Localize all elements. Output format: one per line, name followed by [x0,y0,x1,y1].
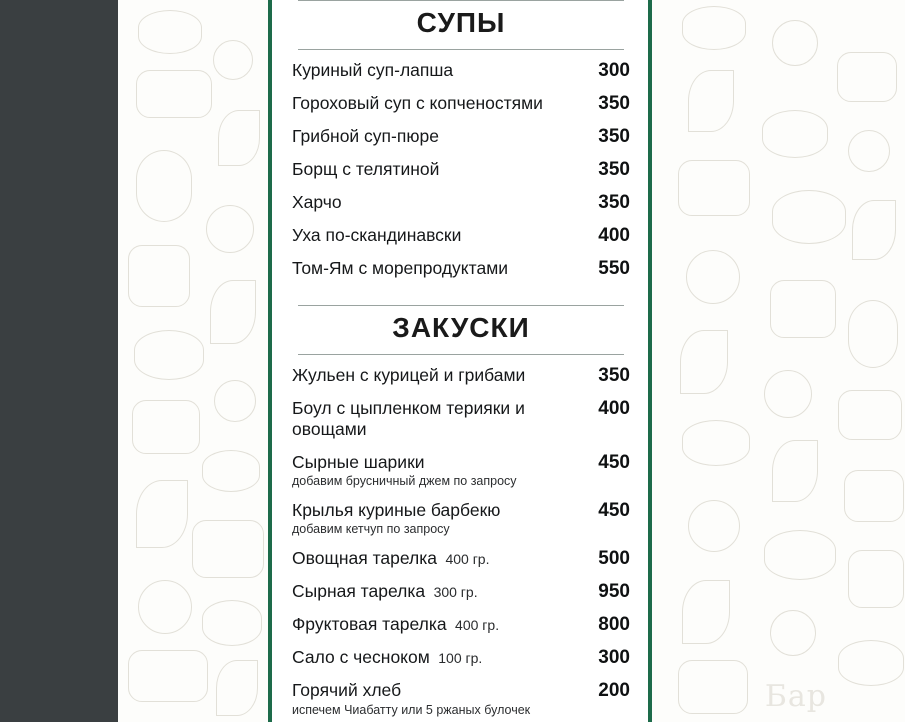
menu-item-price: 400 [598,225,630,246]
food-doodle-icon [770,610,816,656]
menu-item-main [292,581,582,602]
menu-item-weight: 400 гр. [445,551,490,568]
menu-item-main [292,680,582,717]
food-doodle-icon [138,580,192,634]
menu-item[interactable] [292,452,630,491]
food-doodle-icon [772,440,818,502]
food-doodle-icon [762,110,828,158]
food-doodle-icon [210,280,256,344]
menu-item-price: 950 [598,581,630,603]
menu-item-name: Сырная тарелка [292,581,426,602]
section-title: ЗАКУСКИ [392,312,530,343]
food-doodle-icon [132,400,200,454]
menu-item-price: 400 [598,398,630,419]
food-doodle-icon [682,580,730,644]
food-doodle-icon [772,190,846,244]
menu-item-price: 300 [598,60,630,81]
menu-item-price: 450 [598,500,630,522]
menu-item[interactable] [292,60,630,84]
menu-item-price: 500 [598,548,630,570]
left-decorative-panel [118,0,268,722]
menu-item-note: добавим брусничный джем по запросу [292,474,517,489]
section-title: СУПЫ [416,7,506,38]
food-doodle-icon [848,300,898,368]
food-doodle-icon [772,20,818,66]
menu-item-main [292,365,582,386]
menu-item[interactable] [292,614,630,638]
menu-item-weight: 400 гр. [455,617,500,634]
menu-item-name: Том-Ям с морепродуктами [292,258,509,278]
menu-item-name: Крылья куриные барбекю [292,500,501,521]
menu-item-price: 800 [598,614,630,636]
food-doodle-icon [678,160,750,216]
menu-item[interactable] [292,365,630,389]
food-doodle-icon [688,70,734,132]
food-doodle-icon [136,150,192,222]
menu-item[interactable] [292,225,630,249]
menu-item-main [292,548,582,569]
food-doodle-icon [838,390,902,440]
food-doodle-icon [682,420,750,466]
menu-item-name: Грибной суп-пюре [292,126,439,146]
food-doodle-icon [688,500,740,552]
menu-section-appetizers [292,305,630,720]
menu-item[interactable] [292,258,630,282]
menu-item-name: Овощная тарелка [292,548,437,569]
menu-item-name: Харчо [292,192,342,212]
menu-item-main [292,126,582,147]
menu-item-main [292,93,582,114]
menu-item-price: 200 [598,680,630,702]
menu-item[interactable] [292,548,630,572]
food-doodle-icon [206,205,254,253]
menu-item-name: Гороховый суп с копченостями [292,93,543,113]
menu-item-price: 300 [598,647,630,669]
menu-item-main [292,192,582,213]
menu-item-main [292,398,582,441]
menu-item-price: 350 [598,93,630,114]
menu-item[interactable] [292,192,630,216]
food-doodle-icon [128,650,208,702]
menu-item-main [292,159,582,180]
menu-item[interactable] [292,647,630,671]
watermark-text: Бар [764,679,827,714]
menu-items-list [292,50,630,282]
food-doodle-icon [848,550,904,608]
menu-section-soups [292,0,630,282]
menu-item-price: 350 [598,159,630,180]
menu-item-main [292,614,582,635]
menu-item-name: Сало с чесноком [292,647,430,668]
food-doodle-icon [852,200,896,260]
food-doodle-icon [837,52,897,102]
menu-item-main [292,258,582,279]
menu-item-price: 550 [598,258,630,279]
food-doodle-icon [202,450,260,492]
menu-item-price: 450 [598,451,630,473]
menu-item-name: Уха по-скандинавски [292,225,462,245]
food-doodle-icon [686,250,740,304]
food-doodle-icon [216,660,258,716]
food-doodle-icon [844,470,904,522]
menu-item-name: Жульен с курицей и грибами [292,365,526,385]
menu-item-weight: 300 гр. [433,584,478,601]
food-doodle-icon [134,330,204,380]
menu-items-list [292,355,630,720]
section-spacer [292,291,630,305]
menu-item-name: Боул с цыпленком терияки и овощами [292,398,525,440]
right-decorative-panel [652,0,905,722]
menu-item[interactable] [292,159,630,183]
food-doodle-icon [770,280,836,338]
food-doodle-icon [192,520,264,578]
food-doodle-icon [678,660,748,714]
menu-item-main [292,500,582,537]
food-doodle-icon [764,530,836,580]
menu-item[interactable] [292,93,630,117]
food-doodle-icon [136,480,188,548]
menu-item-weight: 100 гр. [438,650,483,667]
food-doodle-icon [764,370,812,418]
food-doodle-icon [214,380,256,422]
menu-item-name: Фруктовая тарелка [292,614,447,635]
menu-item-main [292,647,582,668]
menu-item-price: 350 [598,365,630,386]
food-doodle-icon [218,110,260,166]
menu-item-name: Горячий хлеб [292,680,402,701]
food-doodle-icon [682,6,746,50]
menu-item-main [292,225,582,246]
menu-item[interactable] [292,500,630,539]
menu-item-main [292,60,582,81]
menu-item-name: Сырные шарики [292,451,425,472]
menu-content-column [272,0,648,722]
food-doodle-icon [128,245,190,307]
menu-item-note: испечем Чиабатту или 5 ржаных булочек [292,702,531,717]
food-doodle-icon [213,40,253,80]
menu-item-price: 350 [598,192,630,213]
menu-item[interactable] [292,126,630,150]
menu-item[interactable] [292,581,630,605]
menu-item-note: добавим кетчуп по запросу [292,522,450,537]
menu-item-main [292,452,582,489]
menu-item-name: Борщ с телятиной [292,159,440,179]
food-doodle-icon [680,330,728,394]
food-doodle-icon [138,10,202,54]
divider-right [648,0,652,722]
menu-item-price: 350 [598,126,630,147]
menu-item-name: Куриный суп-лапша [292,60,454,80]
food-doodle-icon [202,600,262,646]
food-doodle-icon [136,70,212,118]
menu-item[interactable] [292,680,630,719]
food-doodle-icon [848,130,890,172]
menu-item[interactable] [292,398,630,443]
food-doodle-icon [838,640,904,686]
